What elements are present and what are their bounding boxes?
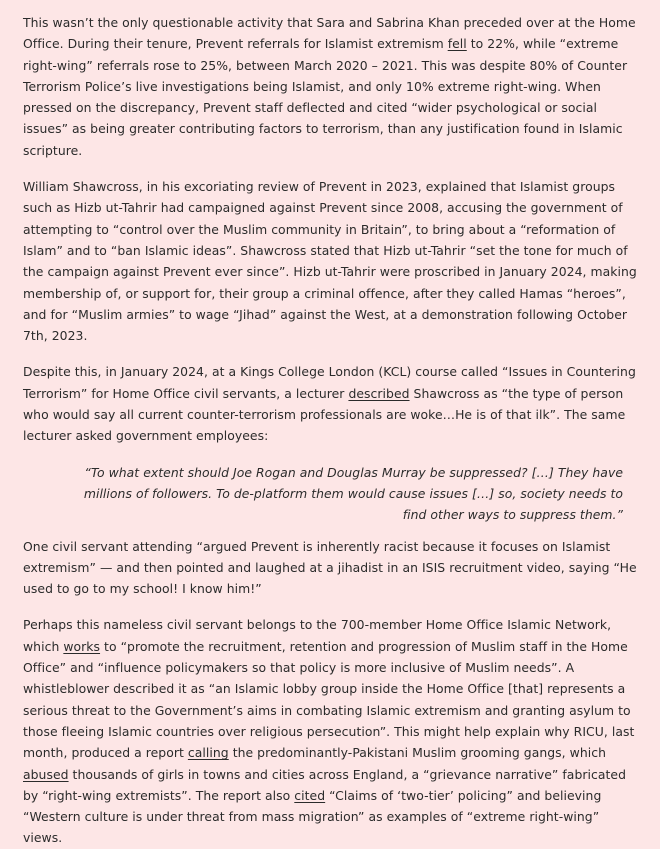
text: to “promote the recruitment, retention and progression of Muslim staff in the Home Office” and “influence policymakers so that policy is more inclusive of Muslim needs”. A whistleblower described it as “an Islamic lobby group inside the Home Office [that] represents a serious threat to the Government’s aims in combating Islamic extremism and granting asylum to those fleeing Islamic countries over religious persecution”. This might help explain why RICU, last month, produced a report bbox=[23, 638, 635, 761]
paragraph-islamic-network bbox=[23, 614, 637, 848]
link-calling[interactable]: calling bbox=[187, 745, 229, 761]
text: This wasn’t the only questionable activity that Sara and Sabrina Khan preceded over at the Home Office. During their tenure, Prevent referrals for Islamist extremism bbox=[23, 15, 636, 52]
link-abused[interactable]: abused bbox=[23, 766, 69, 782]
paragraph-civil-servant: One civil servant attending “argued Prevent is inherently racist because it focuses on Islamist extremism” — and then pointed and laughed at a jihadist in an ISIS recruitment video, saying “He used to go to my school! I know him!” bbox=[23, 538, 637, 597]
paragraph-prevent-referrals bbox=[23, 12, 637, 161]
text: Perhaps this nameless civil servant belongs to the 700-member Home Office Islamic Network, which bbox=[23, 617, 612, 654]
text: Shawcross as “the type of person who would say all current counter-terrorism professionals are woke…He is of that ilk”. The same lecturer asked government employees: bbox=[23, 385, 626, 444]
link-cited[interactable]: cited bbox=[294, 787, 326, 803]
link-described[interactable]: described bbox=[348, 385, 410, 401]
paragraph-kcl-course bbox=[23, 361, 637, 446]
text: Despite this, in January 2024, at a Kings College London (KCL) course called “Issues in Countering Terrorism” for Home Office civil servants, a lecturer bbox=[23, 364, 636, 401]
text: the predominantly-Pakistani Muslim grooming gangs, which bbox=[228, 745, 606, 761]
paragraph-shawcross-review: William Shawcross, in his excoriating review of Prevent in 2023, explained that Islamist groups such as Hizb ut-Tahrir had campaigned against Prevent since 2008, accusing the government of attempting to “control over the Muslim community in Britain”, to bring about a “reformation of Islam” and to “ban Islamic ideas”. Shawcross stated that Hizb ut-Tahrir “set the tone for much of the campaign against Prevent ever since”. Hizb ut-Tahrir were proscribed in January 2024, making membership of, or support for, their group a criminal offence, after they called Hamas “heroes”, and for “Muslim armies” to wage “Jihad” against the West, at a demonstration following October 7th, 2023. bbox=[23, 179, 637, 344]
lecturer-quote: “To what extent should Joe Rogan and Douglas Murray be suppressed? […] They have millions of followers. To de-platform them would cause issues […] so, society needs to find other ways to suppress them.” bbox=[83, 464, 623, 523]
link-fell[interactable]: fell bbox=[447, 36, 467, 52]
link-works[interactable]: works bbox=[63, 638, 101, 654]
text: thousands of girls in towns and cities across England, a “grievance narrative” fabricated by “right-wing extremists”. The report also bbox=[23, 766, 626, 803]
text: “Claims of ‘two-tier’ policing” and believing “Western culture is under threat from mass migration” as examples of “extreme right-wing” views. bbox=[23, 787, 602, 846]
text: to 22%, while “extreme right-wing” referrals rose to 25%, between March 2020 – 2021. This was despite 80% of Counter Terrorism Police’s live investigations being Islamist, and only 10% extreme right-wing. When pressed on the discrepancy, Prevent staff deflected and cited “wider psychological or social issues” as being greater contributing factors to terrorism, than any justification found in Islamic scripture. bbox=[23, 36, 628, 158]
